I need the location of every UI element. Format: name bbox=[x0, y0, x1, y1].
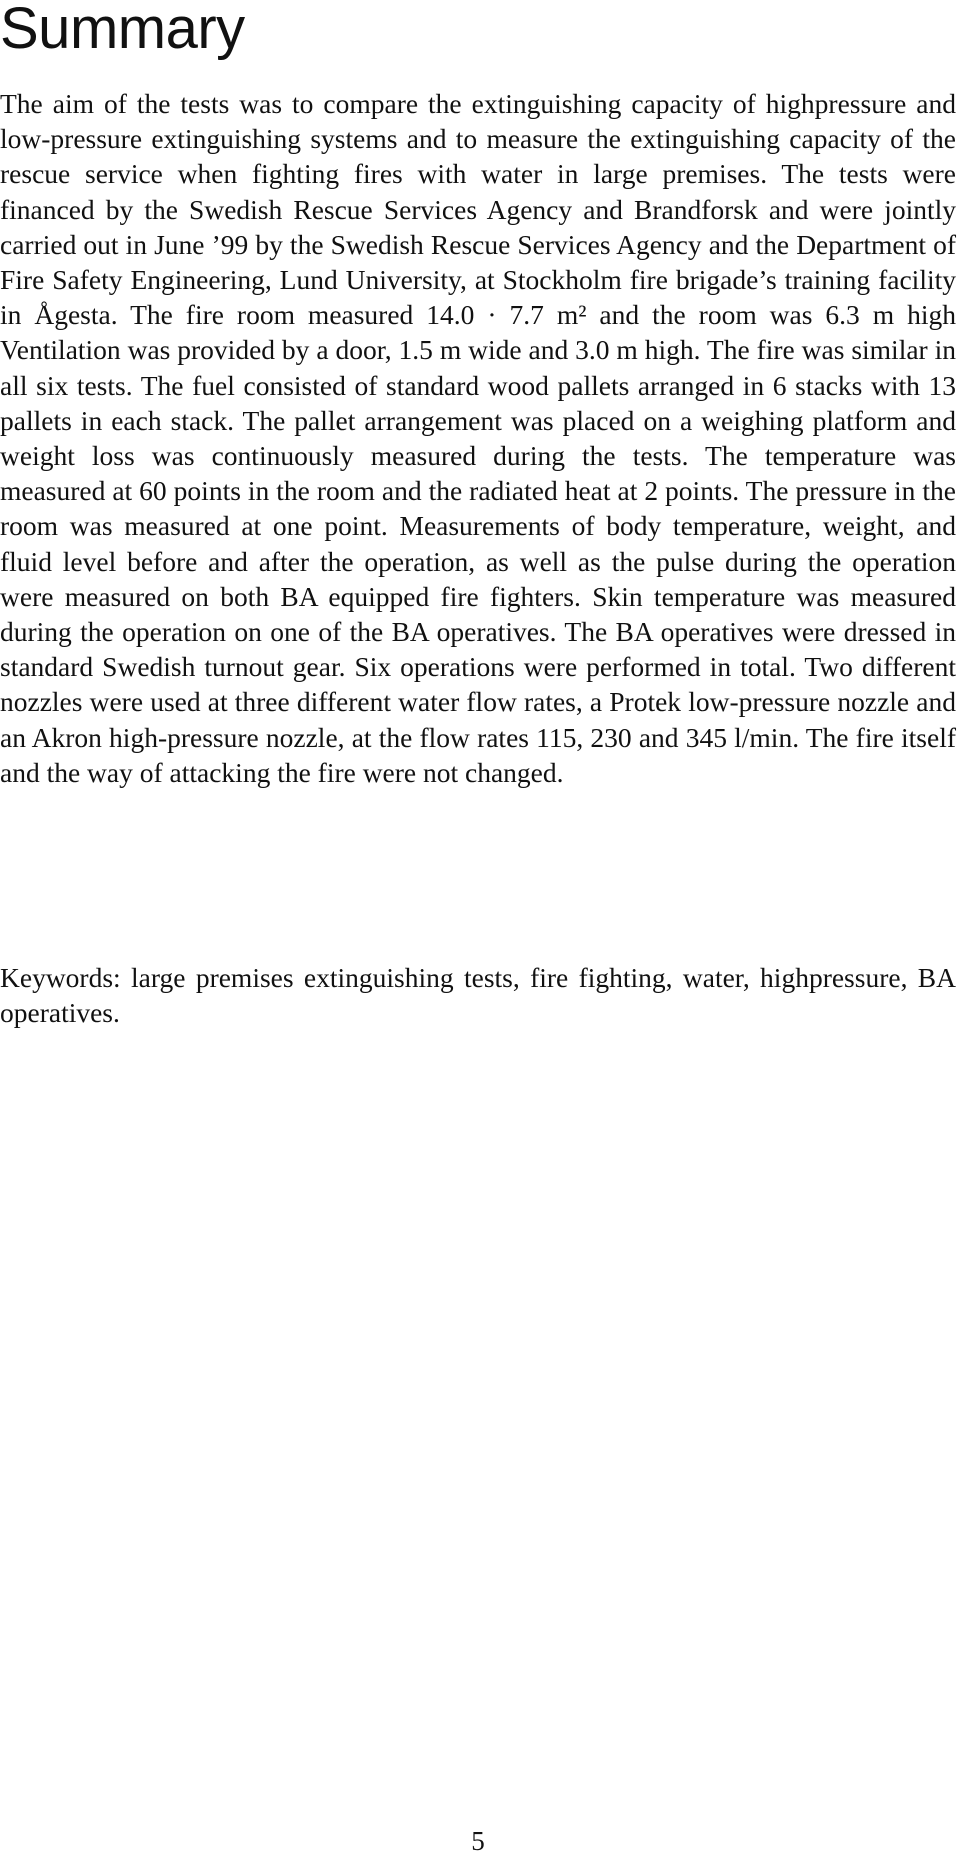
summary-paragraph: The aim of the tests was to compare the extinguishing capacity of highpressure and low‑pressure extinguishing systems and to measure the extinguishing capacity of the rescue service when fighting fires with water in large premises. The tests were financed by the Swedish Rescue Services Agency and Brandforsk and were jointly carried out in June ’99 by the Swedish Rescue Services Agency and the Department of Fire Safety Engineering, Lund University, at Stockholm fire brigade’s training facility in Ågesta. The fire room measured 14.0 · 7.7 m² and the room was 6.3 m high Ventilation was provided by a door, 1.5 m wide and 3.0 m high. The fire was similar in all six tests. The fuel consisted of standard wood pallets arranged in 6 stacks with 13 pallets in each stack. The pallet arrangement was placed on a weighing platform and weight loss was continuously measured during the tests. The temperature was measured at 60 points in the room and the radiated heat at 2 points. The pressure in the room was measured at one point. Measurements of body temperature, weight, and fluid level before and after the operation, as well as the pulse during the operation were measured on both BA equipped fire fighters. Skin temperature was measured during the operation on one of the BA operatives. The BA operatives were dressed in standard Swedish turnout gear. Six operations were performed in total. Two different nozzles were used at three different water flow rates, a Protek low‑pressure nozzle and an Akron high‑pressure nozzle, at the flow rates 115, 230 and 345 l/min. The fire itself and the way of attacking the fire were not changed. bbox=[0, 88, 956, 788]
page-title: Summary bbox=[0, 0, 245, 61]
keywords-paragraph: Keywords: large premises extinguishing tests, fire fighting, water, highpressure, BA operatives. bbox=[0, 962, 956, 1029]
page-number: 5 bbox=[471, 1826, 485, 1856]
